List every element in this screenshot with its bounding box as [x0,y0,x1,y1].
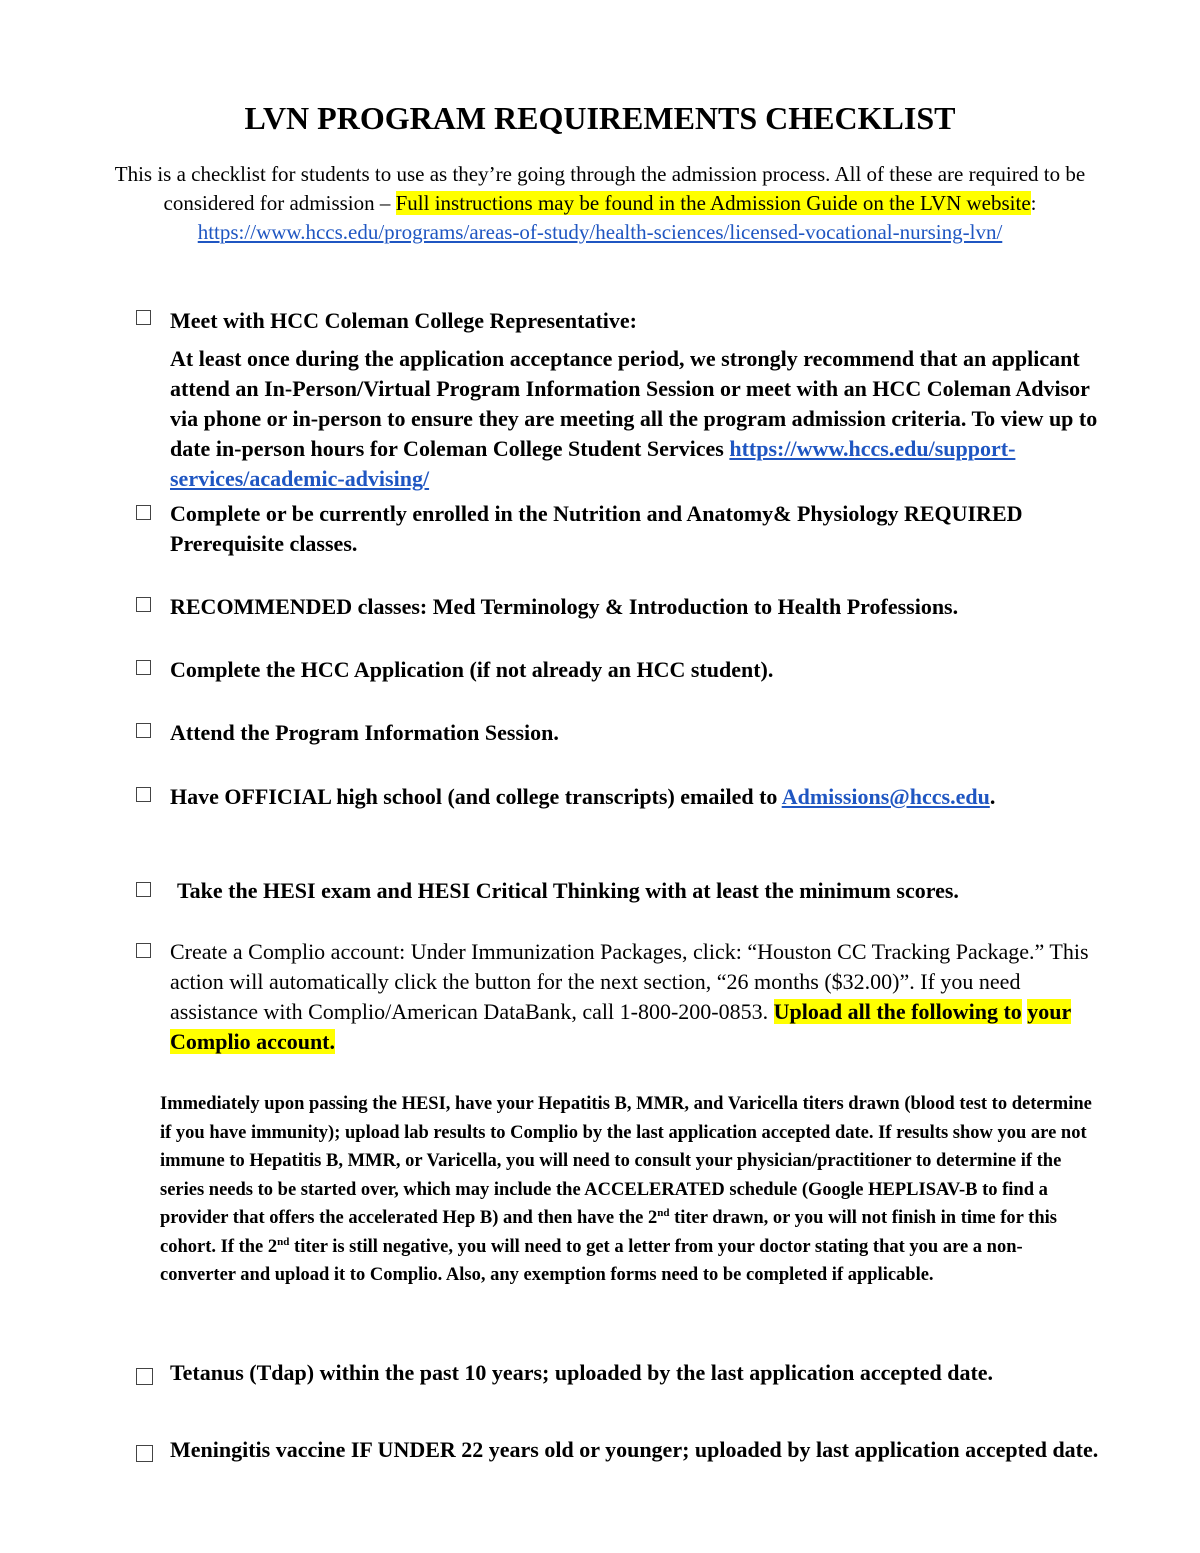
item-transcripts [170,782,1100,812]
item-recommended-classes: RECOMMENDED classes: Med Terminology & Introduction to Health Professions. [170,594,959,619]
checkbox-information-session[interactable] [136,723,151,738]
item-tetanus: Tetanus (Tdap) within the past 10 years; uploaded by the last application accepted date. [170,1360,994,1385]
checkbox-meet-representative[interactable] [136,310,151,325]
titers-sup-2: nd [277,1235,290,1248]
item-transcripts-end: . [989,784,996,809]
intro-paragraph [95,160,1105,247]
item-transcripts-text: Have OFFICIAL high school (and college transcripts) emailed to [170,784,782,809]
checkbox-tetanus[interactable] [136,1368,153,1385]
item-meet-body [170,344,1100,494]
item-hesi-exam: Take the HESI exam and HESI Critical Thinking with at least the minimum scores. [177,878,959,903]
item-meet-heading: Meet with HCC Coleman College Representative: [170,308,637,333]
titers-text-2: titer drawn, or you will not finish in time for this cohort. If the 2 [160,1208,1057,1257]
item-meningitis: Meningitis vaccine IF UNDER 22 years old or younger; uploaded by last application accepted date. [170,1437,1099,1462]
checkbox-hesi-exam[interactable] [136,882,151,897]
complio-upload-highlight-b: your Complio account. [170,999,1072,1054]
checkbox-hcc-application[interactable] [136,660,151,675]
item-information-session: Attend the Program Information Session. [170,720,559,745]
item-complio-text: Create a Complio account: Under Immunization Packages, click: “Houston CC Tracking Package.” This action will automatically click the button for the next section, “26 months ($32.00)”. If you need assistance with Complio/American DataBank, call 1-800-200-0853. [170,939,1089,1024]
checkbox-meningitis[interactable] [136,1445,153,1462]
intro-text: This is a checklist for students to use as they’re going through the admission process. All of these are required to be considered for admission – [114,162,1086,215]
lvn-website-link[interactable]: https://www.hccs.edu/programs/areas-of-study/health-sciences/licensed-vocational-nursing-lvn/ [197,220,1003,244]
item-hcc-application: Complete the HCC Application (if not already an HCC student). [170,657,774,682]
admissions-email-link[interactable]: Admissions@hccs.edu [781,784,990,809]
intro-highlight: Full instructions may be found in the Admission Guide on the LVN website [395,191,1031,215]
intro-colon: : [1030,191,1037,215]
titers-paragraph [160,1090,1095,1290]
advising-link[interactable]: https://www.hccs.edu/support-services/academic-advising/ [170,436,1016,491]
titers-text-1: Immediately upon passing the HESI, have your Hepatitis B, MMR, and Varicella titers drawn (blood test to determine if you have immunity); upload lab results to Complio by the last application accepted date. If results show you are not immune to Hepatitis B, MMR, or Varicella, you will need to consult your physician/practitioner to determine if the series needs to be started over, which may include the ACCELERATED schedule (Google HEPLISAV-B to find a provider that offers the accelerated Hep B) and then have the 2 [160,1094,1092,1228]
checkbox-recommended-classes[interactable] [136,597,151,612]
checkbox-transcripts[interactable] [136,787,151,802]
checkbox-complio-account[interactable] [136,943,151,958]
checkbox-prerequisites[interactable] [136,505,151,520]
item-meet-text: At least once during the application acceptance period, we strongly recommend that an applicant attend an In-Person/Virtual Program Information Session or meet with an HCC Coleman Advisor via phone or in-person to ensure they are meeting all the program admission criteria. To view up to date in-person hours for Coleman College Student Services [170,346,1098,461]
item-prerequisites: Complete or be currently enrolled in the Nutrition and Anatomy& Physiology REQUIRED Prerequisite classes. [170,501,1023,556]
titers-text-3: titer is still negative, you will need to get a letter from your doctor stating that you are a non-converter and upload it to Complio. Also, any exemption forms need to be completed if applicable. [160,1236,1023,1285]
titers-sup-1: nd [657,1206,670,1219]
complio-upload-highlight-a: Upload all the following to [773,999,1022,1024]
page-title: LVN PROGRAM REQUIREMENTS CHECKLIST [244,100,956,136]
item-complio-account [170,937,1100,1057]
